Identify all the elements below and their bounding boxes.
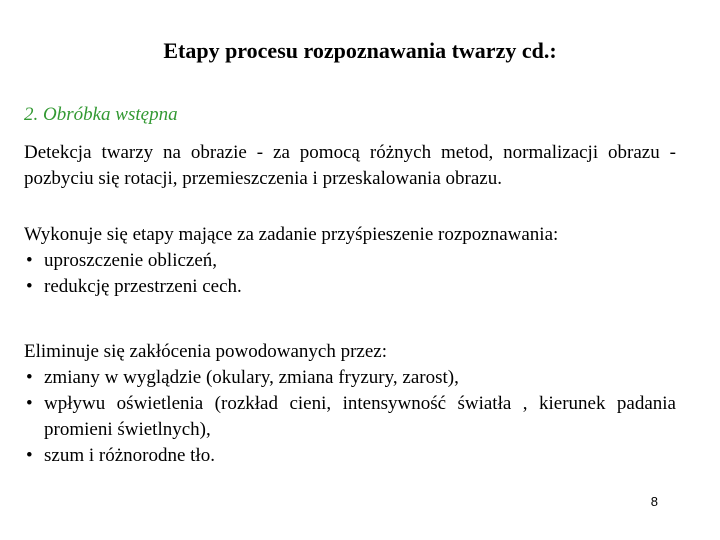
bullet-list bbox=[24, 248, 676, 300]
paragraph-lead: Eliminuje się zakłócenia powodowanych przez: bbox=[24, 341, 387, 362]
slide-title: Etapy procesu rozpoznawania twarzy cd.: bbox=[163, 38, 557, 63]
page-number: 8 bbox=[650, 494, 658, 509]
list-item: • uproszczenie obliczeń, bbox=[24, 248, 676, 274]
paragraph-detection bbox=[24, 140, 676, 192]
paragraph-text: Detekcja twarzy na obrazie - za pomocą różnych metod, normalizacji obrazu - pozbyciu się rotacji, przemieszczenia i przeskalowania obrazu. bbox=[24, 142, 676, 189]
section-heading: 2. Obróbka wstępna bbox=[24, 104, 178, 125]
list-item: • redukcję przestrzeni cech. bbox=[24, 274, 676, 300]
list-item: • zmiany w wyglądzie (okulary, zmiana fryzury, zarost), bbox=[24, 365, 676, 391]
list-item: • szum i różnorodne tło. bbox=[24, 443, 676, 469]
paragraph-lead: Wykonuje się etapy mające za zadanie przyśpieszenie rozpoznawania: bbox=[24, 224, 559, 245]
list-item: • wpływu oświetlenia (rozkład cieni, intensywność światła , kierunek padania promieni świetlnych), bbox=[24, 391, 676, 443]
paragraph-acceleration bbox=[24, 222, 676, 300]
bullet-list bbox=[24, 365, 676, 469]
paragraph-noise bbox=[24, 339, 676, 469]
